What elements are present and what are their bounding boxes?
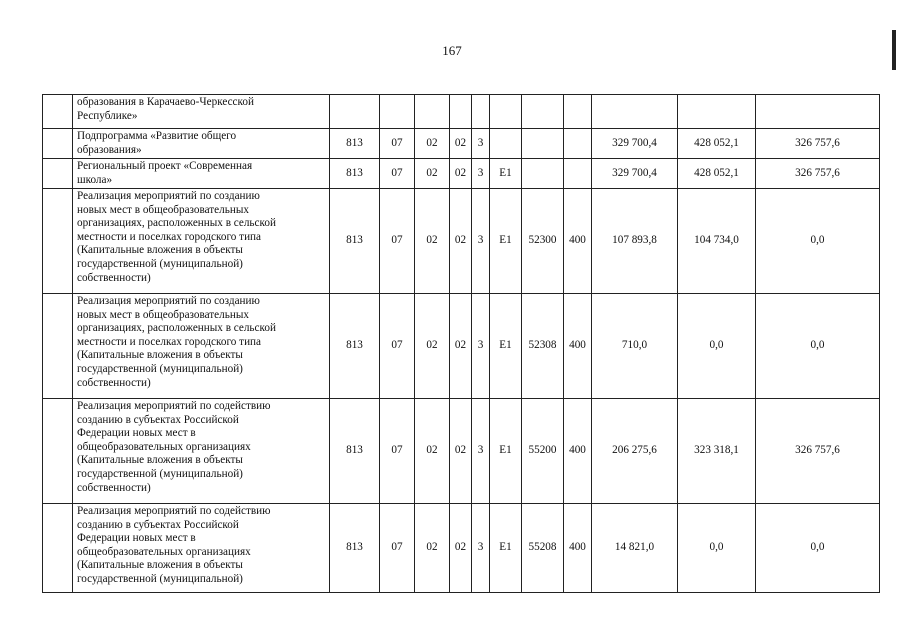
description-line: новых мест в общеобразовательных (77, 203, 249, 216)
column-gr: 813 (330, 504, 380, 593)
column-cs-2: 3 (472, 504, 490, 593)
table-body (43, 95, 880, 593)
description-line: организациях, расположенных в сельской (77, 217, 276, 230)
column-cs-1: 02 (450, 504, 472, 593)
column-pr: 02 (415, 129, 450, 159)
column-cs-1: 02 (450, 129, 472, 159)
column-pr: 02 (415, 189, 450, 294)
column-gr: 813 (330, 189, 380, 294)
description-line: Реализация мероприятий по созданию (77, 190, 260, 202)
column-pr: 02 (415, 504, 450, 593)
description-line: государственной (муниципальной) (77, 572, 243, 585)
description-line: Реализация мероприятий по содействию (77, 505, 271, 517)
table-row (43, 129, 880, 159)
description-line: государственной (муниципальной) (77, 467, 243, 480)
column-cs-4: 52308 (522, 294, 564, 399)
row-description (73, 504, 330, 593)
description-line: созданию в субъектах Российской (77, 413, 239, 426)
column-year-2: 0,0 (678, 294, 756, 399)
column-cs-1 (450, 95, 472, 129)
column-year-1: 329 700,4 (592, 159, 678, 189)
column-cs-4 (522, 95, 564, 129)
description-line: образования» (77, 143, 142, 156)
column-cs-2 (472, 95, 490, 129)
blank-cell (43, 294, 73, 399)
column-rz: 07 (380, 399, 415, 504)
column-year-1: 329 700,4 (592, 129, 678, 159)
column-year-2 (678, 95, 756, 129)
description-line: местности и поселках городского типа (77, 335, 262, 348)
column-rz: 07 (380, 189, 415, 294)
column-vr (564, 129, 592, 159)
row-description (73, 294, 330, 399)
table-row (43, 95, 880, 129)
description-line: Республике» (77, 109, 138, 122)
description-line: собственности) (77, 376, 151, 389)
row-description (73, 189, 330, 294)
column-pr (415, 95, 450, 129)
column-year-3 (756, 95, 880, 129)
column-pr: 02 (415, 294, 450, 399)
column-year-3: 0,0 (756, 294, 880, 399)
description-line: общеобразовательных организациях (77, 440, 251, 453)
description-line: Подпрограмма «Развитие общего (77, 130, 237, 142)
blank-cell (43, 95, 73, 129)
description-line: Реализация мероприятий по созданию (77, 295, 260, 307)
column-pr: 02 (415, 159, 450, 189)
column-cs-1: 02 (450, 399, 472, 504)
column-cs-4: 55208 (522, 504, 564, 593)
column-gr: 813 (330, 399, 380, 504)
table-row (43, 504, 880, 593)
description-line: Федерации новых мест в (77, 532, 196, 545)
scan-edge-mark (892, 30, 896, 70)
description-line: (Капитальные вложения в объекты (77, 559, 243, 572)
description-line: школа» (77, 173, 113, 186)
column-year-2: 428 052,1 (678, 129, 756, 159)
column-vr (564, 159, 592, 189)
column-cs-3 (490, 129, 522, 159)
description-line: государственной (муниципальной) (77, 257, 243, 270)
column-cs-3: E1 (490, 399, 522, 504)
column-vr: 400 (564, 399, 592, 504)
description-line: созданию в субъектах Российской (77, 518, 239, 531)
row-description (73, 399, 330, 504)
column-year-1: 710,0 (592, 294, 678, 399)
blank-cell (43, 399, 73, 504)
column-year-2: 323 318,1 (678, 399, 756, 504)
column-year-3: 0,0 (756, 189, 880, 294)
column-year-2: 104 734,0 (678, 189, 756, 294)
description-line: новых мест в общеобразовательных (77, 308, 249, 321)
column-cs-1: 02 (450, 189, 472, 294)
column-gr (330, 95, 380, 129)
column-gr: 813 (330, 129, 380, 159)
column-year-2: 0,0 (678, 504, 756, 593)
column-year-3: 326 757,6 (756, 399, 880, 504)
column-year-3: 326 757,6 (756, 129, 880, 159)
blank-cell (43, 159, 73, 189)
column-cs-3: E1 (490, 294, 522, 399)
column-year-1: 14 821,0 (592, 504, 678, 593)
column-year-1 (592, 95, 678, 129)
column-rz: 07 (380, 129, 415, 159)
column-year-3: 0,0 (756, 504, 880, 593)
column-year-1: 107 893,8 (592, 189, 678, 294)
table-row (43, 189, 880, 294)
column-cs-2: 3 (472, 399, 490, 504)
description-line: Реализация мероприятий по содействию (77, 400, 271, 412)
description-line: Региональный проект «Современная (77, 160, 253, 172)
column-cs-4: 52300 (522, 189, 564, 294)
column-gr: 813 (330, 294, 380, 399)
row-description (73, 159, 330, 189)
column-cs-3: E1 (490, 504, 522, 593)
description-line: (Капитальные вложения в объекты (77, 349, 243, 362)
column-cs-4 (522, 159, 564, 189)
column-cs-2: 3 (472, 294, 490, 399)
table-row (43, 159, 880, 189)
column-gr: 813 (330, 159, 380, 189)
budget-table (42, 94, 880, 593)
description-line: (Капитальные вложения в объекты (77, 454, 243, 467)
column-year-3: 326 757,6 (756, 159, 880, 189)
blank-cell (43, 129, 73, 159)
column-cs-1: 02 (450, 159, 472, 189)
column-vr (564, 95, 592, 129)
page-number: 167 (442, 43, 462, 58)
column-rz: 07 (380, 504, 415, 593)
blank-cell (43, 504, 73, 593)
column-cs-3: E1 (490, 159, 522, 189)
description-line: Федерации новых мест в (77, 427, 196, 440)
description-line: организациях, расположенных в сельской (77, 322, 276, 335)
description-line: местности и поселках городского типа (77, 230, 262, 243)
column-cs-4: 55200 (522, 399, 564, 504)
column-cs-3: E1 (490, 189, 522, 294)
column-cs-2: 3 (472, 159, 490, 189)
column-cs-2: 3 (472, 129, 490, 159)
description-line: образования в Карачаево-Черкесской (77, 96, 254, 108)
table-row (43, 399, 880, 504)
column-cs-3 (490, 95, 522, 129)
row-description (73, 129, 330, 159)
column-year-2: 428 052,1 (678, 159, 756, 189)
column-year-1: 206 275,6 (592, 399, 678, 504)
description-line: собственности) (77, 271, 151, 284)
column-cs-2: 3 (472, 189, 490, 294)
description-line: государственной (муниципальной) (77, 362, 243, 375)
description-line: (Капитальные вложения в объекты (77, 244, 243, 257)
column-rz: 07 (380, 159, 415, 189)
column-vr: 400 (564, 504, 592, 593)
column-pr: 02 (415, 399, 450, 504)
column-rz: 07 (380, 294, 415, 399)
row-description (73, 95, 330, 129)
description-line: общеобразовательных организациях (77, 545, 251, 558)
column-vr: 400 (564, 294, 592, 399)
column-vr: 400 (564, 189, 592, 294)
column-rz (380, 95, 415, 129)
description-line: собственности) (77, 481, 151, 494)
column-cs-1: 02 (450, 294, 472, 399)
table-row (43, 294, 880, 399)
column-cs-4 (522, 129, 564, 159)
blank-cell (43, 189, 73, 294)
